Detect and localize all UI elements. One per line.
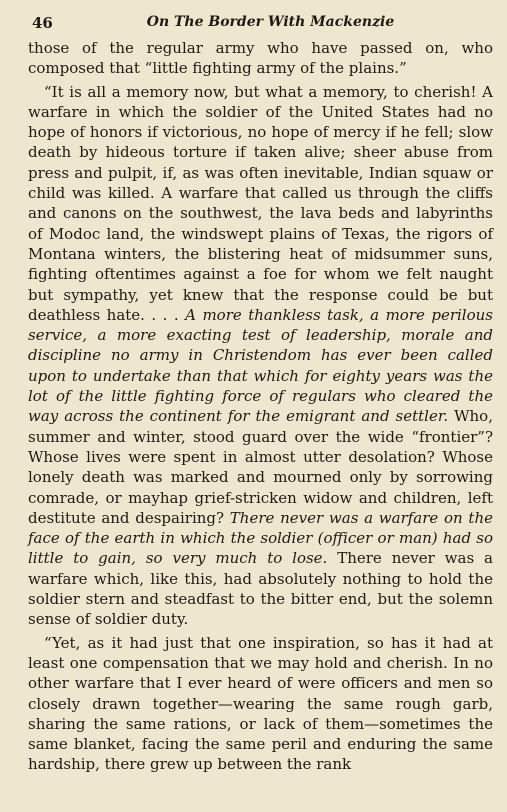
text-run: “It is all a memory now, but what a memory, to cherish! A warfare in which the soldier of the United States had no hope of honors if victorious, no hope of mercy if he fell; slow death by hideous torture if taken alive; sheer abuse from press and pulpit, if, as was often inevitable, Indian squaw or child was killed. A warfare that called us through the cliffs and canons on the southwest, the lava beds and labyrinths of Modoc land, the windswept plains of Texas, the rigors of Montana winters, the blistering heat of midsummer suns, fighting oftentimes against a foe for whom we felt naught but sympathy, yet knew that the response could be but deathless hate. . . . <box>28 82 493 324</box>
paragraph <box>28 633 493 775</box>
paragraph <box>28 82 493 630</box>
running-head: On The Border With Mackenzie <box>146 14 395 30</box>
page-header <box>28 12 493 38</box>
body-text <box>28 38 493 775</box>
page-number: 46 <box>32 14 53 32</box>
text-run: those of the regular army who have passed on, who composed that “little fighting army of the plains.” <box>28 39 493 78</box>
italic-run: There never was a warfare on the face of the earth in which the soldier (officer or man) had so little to gain, so very much to lose. <box>28 508 493 568</box>
text-run: Who, summer and winter, stood guard over the wide “frontier”? Whose lives were spent in almost utter desolation? Whose lonely death was marked and mourned only by sorrowing comrade, or mayhap grief-stricken widow and children, left destitute and despairing? <box>28 407 493 527</box>
text-run: “Yet, as it had just that one inspiration, so has it had at least one compensation that we may hold and cherish. In no other warfare that I ever heard of were officers and men so closely drawn together—wearing the same rough garb, sharing the same rations, or lack of them—sometimes the same blanket, facing the same peril and enduring the same hardship, there grew up between the rank <box>28 633 493 774</box>
italic-run: A more thankless task, a more perilous service, a more exacting test of leadership, morale and discipline no army in Christendom has ever been called upon to undertake than that which for eighty years was the lot of the little fighting force of regulars who cleared the way across the continent for the emigrant and settler. <box>28 305 493 426</box>
paragraph <box>28 38 493 79</box>
text-run: There never was a warfare which, like this, had absolutely nothing to hold the soldier stern and steadfast to the bitter end, but the solemn sense of soldier duty. <box>28 549 493 629</box>
